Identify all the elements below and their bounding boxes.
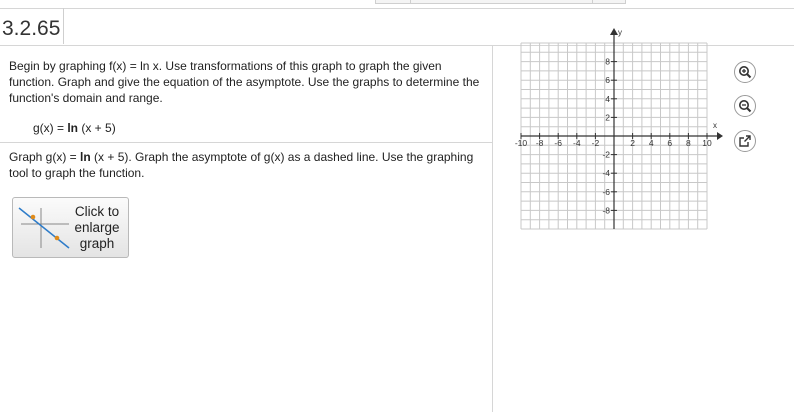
function-equation [33,121,116,135]
x-axis-label: x [713,121,717,130]
y-tick-label: -4 [602,168,610,179]
task-text-a: Graph g(x) = [9,150,81,164]
zoom-in-button[interactable] [734,61,756,83]
x-axis-arrow [717,132,723,140]
top-toolbar-stub [375,0,626,4]
y-tick-label: -2 [602,149,610,160]
y-tick-label: -8 [602,205,610,216]
function-name: ln [67,121,79,135]
task-function-name: ln [80,150,91,164]
y-axis-label: y [618,28,622,37]
graph-thumbnail-icon [19,206,71,250]
popout-icon [738,134,752,148]
task-text-b: (x + 5). Graph the asymptote of g(x) as a dashed line. Use the graphing tool to graph the function. [9,150,474,180]
function-argument: (x + 5) [78,121,116,135]
y-tick-label: 2 [605,112,610,123]
question-number: 3.2.65 [2,17,61,40]
popout-button[interactable] [734,130,756,152]
header-bottom-rule [0,45,794,46]
header-top-rule [0,8,794,9]
x-tick-label: -2 [591,138,600,148]
zoom-out-icon [738,99,752,113]
x-tick-label: -4 [573,138,581,148]
coordinate-grid[interactable] [506,28,724,230]
y-tick-label: 6 [605,75,610,86]
y-tick-label: 4 [605,93,610,104]
x-tick-label: 2 [630,138,635,148]
y-tick-label: 8 [605,56,610,67]
x-tick-label: 6 [667,138,673,148]
function-prefix: g(x) = [33,121,68,135]
task-instructions [9,149,485,181]
enlarge-graph-button[interactable] [12,197,129,258]
x-tick-label: -10 [514,138,528,148]
x-tick-label: 4 [648,138,654,148]
section-divider [0,142,492,143]
pane-divider [492,46,493,412]
x-tick-label: -6 [554,138,562,148]
zoom-in-icon [738,65,752,79]
y-axis-arrow [610,28,618,35]
zoom-out-button[interactable] [734,95,756,117]
y-tick-label: -6 [602,186,610,197]
enlarge-graph-label: Click to enlarge graph [74,204,120,251]
x-tick-label: 8 [686,138,691,148]
x-tick-label: 10 [702,138,712,148]
problem-instructions: Begin by graphing f(x) = ln x. Use transformations of this graph to graph the given function. Graph and give the equation of the asymptote. Use the graphs to determine the function's domain and range. [9,59,480,105]
x-tick-label: -8 [535,138,544,148]
